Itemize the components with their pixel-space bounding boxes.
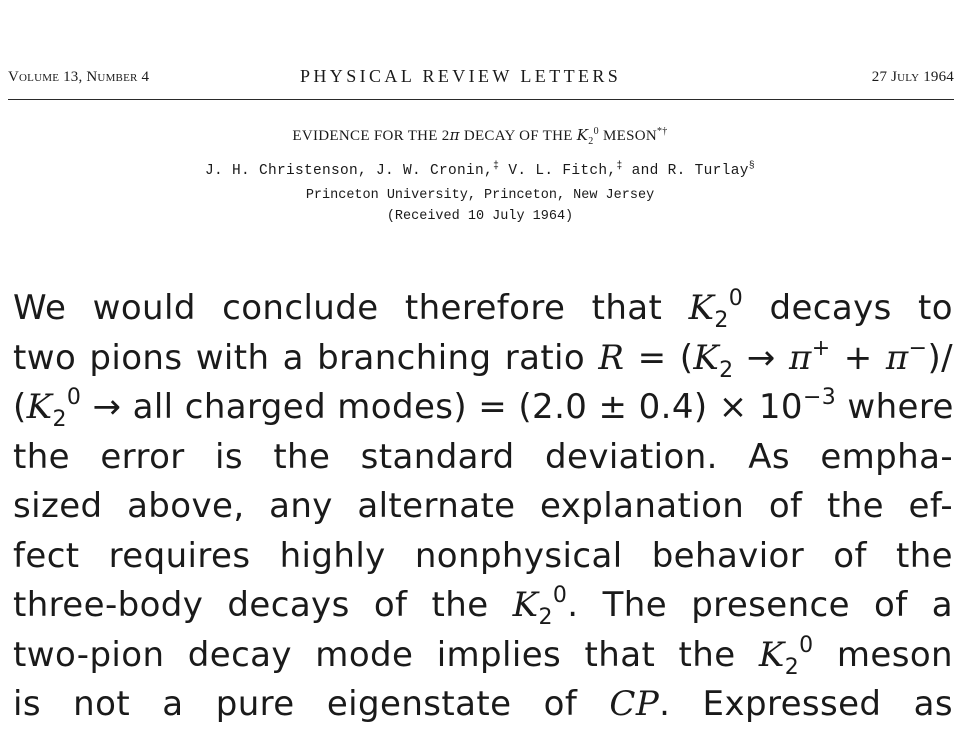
issue-date: 27 July 1964 xyxy=(871,69,954,85)
running-header xyxy=(8,66,954,92)
text-line: sized above, any alternate explanation of the ef- xyxy=(13,486,953,526)
text-line: fect requires highly nonphysical behavior of the xyxy=(13,535,953,576)
text-line: two pions with a branching ratio $R = (K_2 \to \pi^+ + \pi^-)/$ xyxy=(13,335,954,383)
text-line: is not a pure eigenstate of CP. Expressed as xyxy=(13,684,953,724)
text-line: two-pion decay mode implies that the $K_2^0$ meson xyxy=(13,632,953,680)
journal-name: PHYSICAL REVIEW LETTERS xyxy=(300,66,622,86)
text-line: three-body decays of the $K_2^0$. The presence of a xyxy=(13,583,953,630)
text-line: ($K_2^0$ → all charged modes) = $(2.0 \pm 0.4) \times 10^{-3}$ where xyxy=(13,385,954,432)
header-rule xyxy=(8,99,954,100)
footnote-marks: *† xyxy=(656,126,668,137)
article-title: EVIDENCE FOR THE 2π DECAY OF THE $K_2^0$ MESON*† xyxy=(292,126,668,147)
body-paragraph xyxy=(13,284,953,730)
volume-number: Volume 13, Number 4 xyxy=(8,69,150,85)
text-line: the error is the standard deviation. As empha- xyxy=(13,436,953,477)
affiliation: Princeton University, Princeton, New Jersey xyxy=(305,188,655,203)
received-date: (Received 10 July 1964) xyxy=(386,209,574,224)
author-list: J. H. Christenson, J. W. Cronin,‡ V. L. Fitch,‡ and R. Turlay§ xyxy=(204,161,756,179)
text-line: We would conclude therefore that $K_2^0$ decays to xyxy=(13,286,953,333)
